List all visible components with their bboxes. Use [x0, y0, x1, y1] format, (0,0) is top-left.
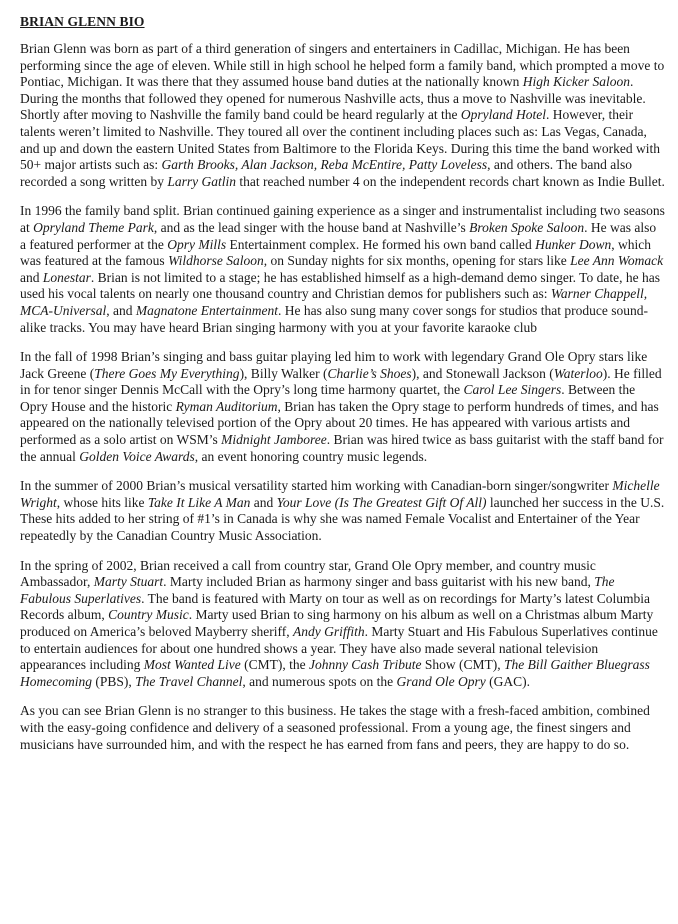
body-text: As you can see Brian Glenn is no stranger to this business. He takes the stage with a fresh-faced ambition, combined with the easy-going confidence and delivery of a seasoned professional. From a young age, the finest singers and musicians have surrounded him, and with the respect he has earned from fans and peers, they are happy to do so. [20, 703, 650, 752]
italic-title-text: Johnny Cash Tribute [308, 657, 422, 673]
italic-title-text: Warner Chappell, MCA-Universal [20, 286, 648, 318]
body-text: . He has also sung many cover songs for studios that produce sound-alike tracks. You may have heard Brian singing harmony with you at your favorite karaoke club [20, 302, 649, 335]
italic-title-text: Michelle Wright [20, 478, 660, 510]
body-text: , whose hits like [56, 494, 148, 510]
italic-title-text: Marty Stuart [93, 574, 164, 590]
italic-title-text: Magnatone Entertainment [135, 302, 278, 318]
paragraph-closing [20, 703, 665, 753]
body-text: launched her success in the U.S. These hits added to her string of #1’s in Canada is why she was named Female Vocalist and Entertainer of the Year repeatedly by the Canadian Country Music Association. [20, 494, 665, 544]
body-text: . However, their talents weren’t limited to Nashville. They toured all over the continent including places such as: Las Vegas, Canada, and up and down the eastern United States from Baltimore to the Florida Keys. During this time the band worked with 50+ major artists such as: [20, 107, 660, 173]
paragraph-early-career [20, 41, 665, 190]
body-text: , and as the lead singer with the house band at Nashville’s [153, 219, 470, 235]
italic-title-text: Midnight Jamboree [221, 432, 327, 448]
italic-title-text: Wildhorse Saloon [168, 253, 264, 269]
document-page [20, 14, 665, 766]
italic-title-text: Golden Voice Awards [79, 448, 195, 464]
italic-title-text: Most Wanted Live [143, 657, 241, 673]
italic-title-text: Broken Spoke Saloon [469, 219, 585, 235]
paragraph-marty-stuart-2002 [20, 558, 665, 691]
body-text: In 1996 the family band split. Brian continued gaining experience as a singer and instrumentalist including two seasons at [20, 203, 665, 235]
italic-title-text: Take It Like A Man [147, 494, 251, 510]
italic-title-text: Larry Gatlin [167, 173, 236, 189]
bio-title: BRIAN GLENN BIO [20, 14, 145, 29]
italic-title-text: Waterloo [553, 365, 603, 381]
body-text: Show (CMT), [421, 657, 504, 673]
body-text: In the spring of 2002, Brian received a call from country star, Grand Ole Opry member, and country music Ambassador, [20, 557, 596, 590]
body-text: . Marty Stuart and His Fabulous Superlatives continue to entertain audiences for about one hundred shows a year. They have also made several national television appearances including [20, 624, 658, 673]
italic-title-text: Lee Ann Womack [570, 253, 664, 269]
body-text: Brian Glenn was born as part of a third generation of singers and entertainers in Cadillac, Michigan. He has been performing since the age of eleven. While still in high school he helped form a family band, which prompted a move to Pontiac, Michigan. It was there that they assumed house band duties at the nationally known [20, 41, 665, 90]
body-text: . During the months that followed they opened for numerous Nashville acts, thus a move to Nashville was inevitable. Shortly after moving to Nashville the family band could be heard regularly at the [20, 74, 646, 123]
italic-title-text: Opryland Theme Park [33, 219, 154, 235]
italic-title-text: Carol Lee Singers [463, 382, 562, 398]
body-text: In the fall of 1998 Brian’s singing and bass guitar playing led him to work with legendary Grand Ole Opry stars like Jack Greene ( [20, 349, 648, 381]
body-text: . Marty used Brian to sing harmony on his album as well on a Christmas album Marty produced on America’s beloved Mayberry sheriff, [20, 607, 654, 639]
italic-title-text: There Goes My Everything [94, 365, 240, 381]
body-text: that reached number 4 on the independent records chart known as Indie Bullet. [235, 173, 665, 189]
body-text: . The band is featured with Marty on tour as well as on recordings for Marty’s latest Columbia Records album, [20, 590, 651, 623]
body-text: ), and Stonewall Jackson ( [411, 365, 554, 381]
italic-title-text: Opry Mills [167, 236, 227, 252]
body-text: (PBS), [91, 673, 136, 689]
body-text: , which was featured at the famous [20, 236, 651, 269]
paragraph-michelle-wright-2000 [20, 478, 665, 544]
body-text: and [250, 494, 277, 510]
italic-title-text: Ryman Auditorium [175, 398, 278, 414]
italic-title-text: The Fabulous Superlatives [20, 574, 615, 606]
body-text: (GAC). [485, 673, 530, 689]
body-text: , and others. The band also recorded a song written by [20, 157, 632, 189]
italic-title-text: Country Music [108, 607, 189, 623]
body-text: and [20, 269, 43, 285]
body-text: , and [106, 302, 136, 318]
italic-title-text: The Travel Channel [135, 673, 243, 689]
italic-title-text: Grand Ole Opry [396, 673, 486, 689]
italic-title-text: Andy Griffith [293, 624, 365, 639]
italic-title-text: Lonestar [42, 269, 91, 285]
body-text: , an event honoring country music legends. [194, 448, 428, 464]
body-text: , and numerous spots on the [242, 673, 397, 689]
body-text: ), Billy Walker ( [239, 365, 328, 381]
italic-title-text: High Kicker Saloon [522, 74, 631, 90]
italic-title-text: The Bill Gaither Bluegrass Homecoming [20, 657, 650, 689]
body-text: . He was also a featured performer at the [20, 219, 657, 252]
body-text: In the summer of 2000 Brian’s musical versatility started him working with Canadian-born singer/songwriter [20, 478, 613, 494]
body-text: . Marty included Brian as harmony singer and bass guitarist with his new band, [163, 574, 595, 590]
italic-title-text: Garth Brooks, Alan Jackson, Reba McEntire, Patty Loveless [161, 157, 488, 173]
paragraph-1996-career [20, 203, 665, 336]
body-text: . Brian was hired twice as bass guitarist with the staff band for the annual [20, 432, 664, 464]
body-text: , on Sunday nights for six months, opening for stars like [263, 253, 571, 269]
italic-title-text: Your Love (Is The Greatest Gift Of All) [276, 494, 487, 510]
italic-title-text: Hunker Down [535, 236, 612, 252]
body-text: . Between the Opry House and the historic [20, 382, 636, 414]
body-text: Entertainment complex. He formed his own band called [226, 236, 536, 252]
body-text: ). He filled in for tenor singer Dennis McCall with the Opry’s long time harmony quartet, the [20, 365, 662, 398]
italic-title-text: Opryland Hotel [460, 107, 546, 123]
italic-title-text: Charlie’s Shoes [327, 365, 412, 381]
body-text: . Brian is not limited to a stage; he has established himself as a high-demand demo singer. To date, he has used his vocal talents on nearly one thousand country and Christian demos for publishers such as: [20, 269, 660, 302]
paragraph-opry-1998 [20, 349, 665, 465]
body-text: , Brian has taken the Opry stage to perform hundreds of times, and has appeared on the nationally televised portion of the Opry about 20 times. He has appeared with various artists and performed as a solo artist on WSM’s [20, 398, 659, 448]
body-text: (CMT), the [240, 657, 309, 673]
